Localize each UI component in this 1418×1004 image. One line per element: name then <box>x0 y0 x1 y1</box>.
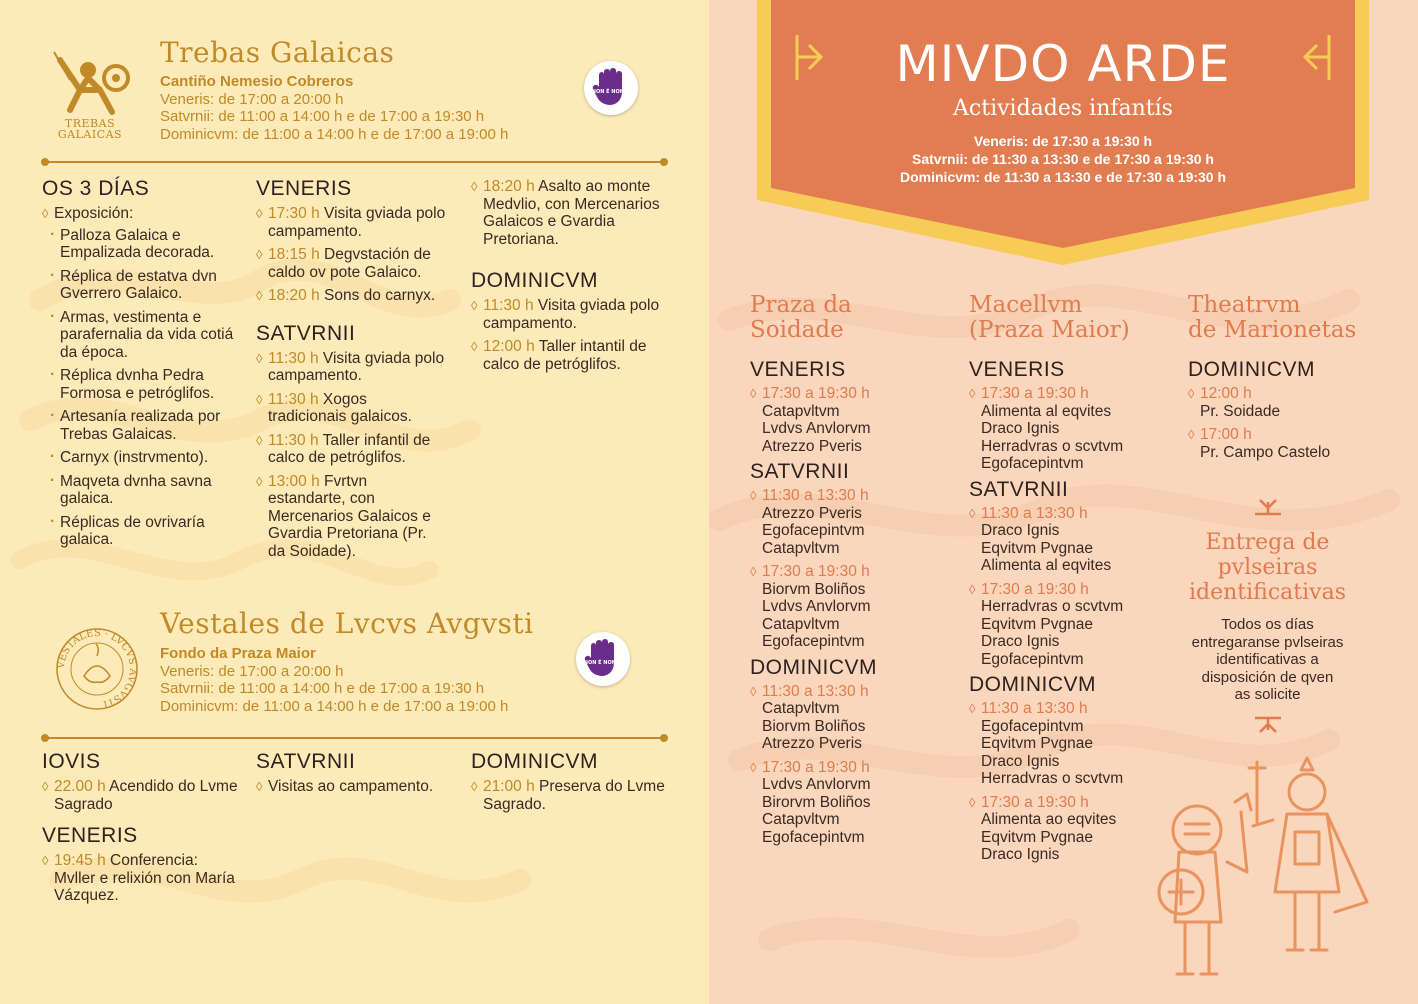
activity: Herradvras o scvtvm <box>981 598 1124 615</box>
praza-title-line: Soidade <box>750 317 844 343</box>
macellvm-dominicvm: DOMINICVM <box>969 673 1096 696</box>
time-slot <box>750 683 950 753</box>
activity: Draco Ignis <box>981 420 1060 437</box>
slot-time: ◊ 17:30 a 19:30 h <box>750 563 950 581</box>
exposicion-text: Exposición: <box>54 205 134 222</box>
activity: Atrezzo Pveris <box>762 735 862 752</box>
entry-time: 11:30 h <box>483 297 534 314</box>
activity: Birorvm Boliños <box>762 793 871 811</box>
schedule-entry <box>471 178 671 248</box>
activity: Egofacepintvm <box>981 717 1084 735</box>
entry-text: Acendido do Lvme Sagrado <box>54 778 238 813</box>
entry-text: Degvstación de caldo ov pote Galaico. <box>268 246 431 281</box>
org2-info <box>160 645 508 715</box>
praza-column <box>750 293 950 852</box>
theatrvm-title-line: de Marionetas <box>1188 317 1357 343</box>
activity: Lvdvs Anvlorvm <box>762 598 871 615</box>
activity: Herradvras o scvtvm <box>981 770 1124 787</box>
time-slot <box>750 563 950 651</box>
time-slot <box>750 759 950 847</box>
hand-icon <box>583 638 623 680</box>
activity: Catapvltvm <box>762 402 840 420</box>
time-slot <box>969 794 1169 864</box>
activity: Atrezzo Pveris <box>762 437 862 455</box>
col3-column <box>471 178 671 379</box>
entrega-title-line: Entrega de <box>1205 530 1330 555</box>
veneris1-heading: VENERIS <box>256 177 352 200</box>
entrega-text-line: identificativas a <box>1216 651 1319 668</box>
entry-time: 17:30 h <box>268 205 320 222</box>
entrega-text-line: entregaranse pvlseiras <box>1191 633 1344 651</box>
activity: Lvdvs Anvlorvm <box>762 420 871 437</box>
list-item: · Armas, vestimenta e parafernalia da vida cotiá da época. <box>50 309 242 362</box>
dominicvm2-heading: DOMINICVM <box>471 750 598 773</box>
activity: Eqvitvm Pvgnae <box>981 828 1093 846</box>
time-slot <box>969 505 1169 575</box>
praza-veneris: VENERIS <box>750 358 846 381</box>
non-e-non-badge <box>584 61 638 115</box>
entry-time: 11:30 h <box>268 349 319 367</box>
schedule-entry <box>256 391 446 426</box>
org1-title: Trebas Galaicas <box>160 36 395 69</box>
banner-time-line: Satvrnii: de 11:30 a 13:30 e de 17:30 a 19:30 h <box>912 151 1214 167</box>
org2-title: Vestales de Lvcvs Avgvsti <box>160 607 534 640</box>
satvrnii2-heading: SATVRNII <box>256 750 356 773</box>
os3dias-heading: OS 3 DÍAS <box>42 177 150 200</box>
slot-time: ◊ 11:30 a 13:30 h <box>750 487 950 505</box>
entry-time: 19:45 h <box>54 852 106 869</box>
org1-line: Veneris: de 17:00 a 20:00 h <box>160 90 344 108</box>
iovis-column <box>42 751 242 911</box>
entrega-text-line: as solicite <box>1234 686 1301 703</box>
praza-heading <box>750 293 950 343</box>
slot-time: ◊ 11:30 a 13:30 h <box>969 505 1169 523</box>
vestales-logo-icon <box>54 626 140 712</box>
activity: Draco Ignis <box>981 846 1060 863</box>
activity: Draco Ignis <box>981 752 1060 770</box>
entry-text: Visita gviada polo campamento. <box>268 349 445 384</box>
schedule-entry <box>471 297 671 332</box>
time-slot <box>750 385 950 455</box>
entrega-text-line: Todos os días <box>1221 616 1314 633</box>
activity: Pr. Soidade <box>1200 402 1281 420</box>
entry-text: Asalto ao monte Medvlio, con Mercenarios Galaicos e Gvardia Pretoriana. <box>483 178 660 248</box>
entry-time: 12:00 h <box>483 338 535 355</box>
satvrnii2-column <box>256 751 456 802</box>
dominicvm2-column <box>471 751 671 819</box>
list-item: · Maqveta dvnha savna galaica. <box>50 473 242 508</box>
list-item: · Réplica de estatva dvn Gverrero Galaico. <box>50 268 242 303</box>
entry-time: 21:00 h <box>483 778 535 795</box>
banner-subtitle: Actividades infantís <box>953 96 1173 121</box>
praza-title-line: Praza da <box>750 292 852 318</box>
veneris2-heading: VENERIS <box>42 824 138 847</box>
schedule-entry <box>256 432 446 467</box>
time-slot <box>1188 426 1388 461</box>
exposicion-label <box>42 205 242 223</box>
macellvm-title-line: Macellvm <box>969 292 1083 318</box>
macellvm-veneris: VENERIS <box>969 358 1065 381</box>
schedule-entry <box>256 205 446 240</box>
divider-2 <box>45 737 664 739</box>
entrega-title <box>1180 530 1355 605</box>
activity: Alimenta ao eqvites <box>981 811 1117 828</box>
macellvm-satvrnii: SATVRNII <box>969 477 1069 501</box>
banner-time-line: Dominicvm: de 11:30 a 13:30 e de 17:30 a 19:30 h <box>899 169 1227 185</box>
list-item: · Réplicas de ovrivaría galaica. <box>50 514 242 549</box>
list-item: · Réplica dvnha Pedra Formosa e petróglifos. <box>50 367 242 402</box>
activity: Draco Ignis <box>981 522 1060 539</box>
non-e-non-badge <box>576 632 630 686</box>
activity: Catapvltvm <box>762 615 840 633</box>
schedule-entry <box>256 287 446 305</box>
vestales-ring-text: VESTALES · LVCVS AVGVSTI <box>55 627 139 710</box>
ornament-icon <box>1253 716 1283 736</box>
macellvm-title-line: (Praza Maior) <box>969 317 1130 343</box>
activity: Atrezzo Pveris <box>762 504 862 522</box>
divider-1 <box>45 161 664 163</box>
entry-text: Xogos tradicionais galaicos. <box>268 390 412 425</box>
schedule-entry <box>471 338 671 373</box>
veneris1-column <box>256 178 446 566</box>
schedule-entry <box>42 778 242 813</box>
warriors-illustration-icon <box>1155 752 1405 992</box>
schedule-entry <box>256 778 456 796</box>
entrega-title-line: identificativas <box>1188 580 1346 605</box>
time-slot <box>969 700 1169 788</box>
right-panel <box>709 0 1418 1004</box>
theatrvm-dominicvm: DOMINICVM <box>1188 358 1315 381</box>
list-item: · Palloza Galaica e Empalizada decorada. <box>50 227 242 262</box>
entry-text: Taller infantil de calco de petróglifos. <box>268 431 431 466</box>
os3dias-column <box>42 178 242 555</box>
iovis-heading: IOVIS <box>42 750 101 773</box>
satvrnii1-heading: SATVRNII <box>256 321 356 345</box>
entry-time: 18:20 h <box>483 178 535 195</box>
time-slot <box>1188 385 1388 420</box>
activity: Egofacepintvm <box>981 455 1084 472</box>
activity: Egofacepintvm <box>762 633 865 650</box>
activity: Biorvm Boliños <box>762 580 866 598</box>
slot-time: ◊ 17:30 a 19:30 h <box>969 385 1169 403</box>
praza-satvrnii: SATVRNII <box>750 460 850 483</box>
exposicion-list <box>50 227 242 549</box>
org2-line: Dominicvm: de 11:00 a 14:00 h e de 17:00 a 19:00 h <box>160 697 509 715</box>
schedule-entry <box>471 778 671 813</box>
badge-text: NON É NON! <box>583 660 619 666</box>
hand-icon <box>591 67 631 109</box>
theatrvm-column <box>1188 293 1388 467</box>
activity: Egofacepintvm <box>762 522 865 539</box>
slot-time: ◊ 12:00 h <box>1188 385 1388 403</box>
activity: Lvdvs Anvlorvm <box>762 776 871 793</box>
time-slot <box>969 385 1169 473</box>
time-slot <box>750 487 950 557</box>
slot-time: ◊ 17:30 a 19:30 h <box>969 794 1169 812</box>
slot-time: ◊ 17:30 a 19:30 h <box>969 581 1169 599</box>
praza-dominicvm: DOMINICVM <box>750 655 877 679</box>
activity: Alimenta al eqvites <box>981 402 1112 420</box>
banner-title: MIVDO ARDE <box>895 35 1231 93</box>
entry-text: Fvrtvn estandarte, con Mercenarios Galaicos e Gvardia Pretoriana (Pr. da Soidade). <box>268 472 431 560</box>
entry-time: 13:00 h <box>268 472 320 490</box>
ornament-icon <box>1253 496 1283 516</box>
org2-line: Satvrnii: de 11:00 a 14:00 h e de 17:00 a 19:30 h <box>160 680 485 697</box>
activity: Catapvltvm <box>762 700 840 717</box>
entry-time: 22.00 h <box>54 778 106 795</box>
schedule-entry <box>256 246 446 281</box>
org1-place: Cantiño Nemesio Cobreros <box>160 73 354 90</box>
entry-time: 11:30 h <box>268 390 319 408</box>
list-item: · Artesanía realizada por Trebas Galaicas. <box>50 408 242 443</box>
entry-text: Conferencia: Mvller e relixión con María Vázquez. <box>54 852 235 904</box>
slot-time: ◊ 17:00 h <box>1188 426 1388 444</box>
entry-text: Taller intantil de calco de petróglifos. <box>483 338 647 373</box>
schedule-entry <box>42 852 242 905</box>
schedule-entry <box>256 473 446 561</box>
org2-line: Veneris: de 17:00 a 20:00 h <box>160 662 344 680</box>
activity: Herradvras o scvtvm <box>981 437 1124 455</box>
entrega-text-line: disposición de qven <box>1201 668 1334 686</box>
activity: Eqvitvm Pvgnae <box>981 615 1093 633</box>
entrega-text <box>1180 616 1355 704</box>
time-slot <box>969 581 1169 669</box>
theatrvm-heading <box>1188 293 1388 343</box>
entry-text: Visita gviada polo campamento. <box>268 205 446 240</box>
banner-time-line: Veneris: de 17:30 a 19:30 h <box>973 133 1153 149</box>
slot-time: ◊ 17:30 a 19:30 h <box>750 385 950 403</box>
activity: Egofacepintvm <box>762 828 865 846</box>
list-item: · Carnyx (instrvmento). <box>50 449 242 467</box>
macellvm-column <box>969 293 1169 870</box>
slot-time: ◊ 11:30 a 13:30 h <box>750 683 950 701</box>
entry-text: Visitas ao campamento. <box>268 778 434 795</box>
activity: Alimenta al eqvites <box>981 557 1112 574</box>
trebas-logo-text: TREBAS GALAICAS <box>57 117 123 141</box>
org1-line: Satvrnii: de 11:00 a 14:00 h e de 17:00 a 19:30 h <box>160 108 485 125</box>
dominicvm1-heading: DOMINICVM <box>471 269 598 292</box>
activity: Egofacepintvm <box>981 650 1084 668</box>
macellvm-heading <box>969 293 1169 343</box>
activity: Pr. Campo Castelo <box>1200 443 1331 461</box>
activity: Catapvltvm <box>762 811 840 828</box>
schedule-entry <box>256 350 446 385</box>
entry-time: 18:15 h <box>268 246 320 263</box>
badge-text: NON É NON! <box>591 89 627 95</box>
org1-line: Dominicvm: de 11:00 a 14:00 h e de 17:00 a 19:00 h <box>160 125 509 143</box>
org1-info <box>160 73 508 143</box>
entry-time: 18:20 h <box>268 287 320 304</box>
theatrvm-title-line: Theatrvm <box>1188 292 1301 318</box>
activity: Eqvitvm Pvgnae <box>981 539 1093 557</box>
activity: Catapvltvm <box>762 539 840 557</box>
slot-time: ◊ 17:30 a 19:30 h <box>750 759 950 777</box>
activity: Draco Ignis <box>981 633 1060 650</box>
activity: Eqvitvm Pvgnae <box>981 735 1093 752</box>
entrega-title-line: pvlseiras <box>1217 555 1318 580</box>
entry-text: Visita gviada polo campamento. <box>483 297 660 332</box>
banner-times <box>757 132 1369 186</box>
entry-text: Preserva do Lvme Sagrado. <box>483 778 665 813</box>
activity: Biorvm Boliños <box>762 717 866 735</box>
entry-time: 11:30 h <box>268 431 319 449</box>
slot-time: ◊ 11:30 a 13:30 h <box>969 700 1169 718</box>
entry-text: Sons do carnyx. <box>324 287 436 304</box>
org2-place: Fondo da Praza Maior <box>160 645 316 662</box>
